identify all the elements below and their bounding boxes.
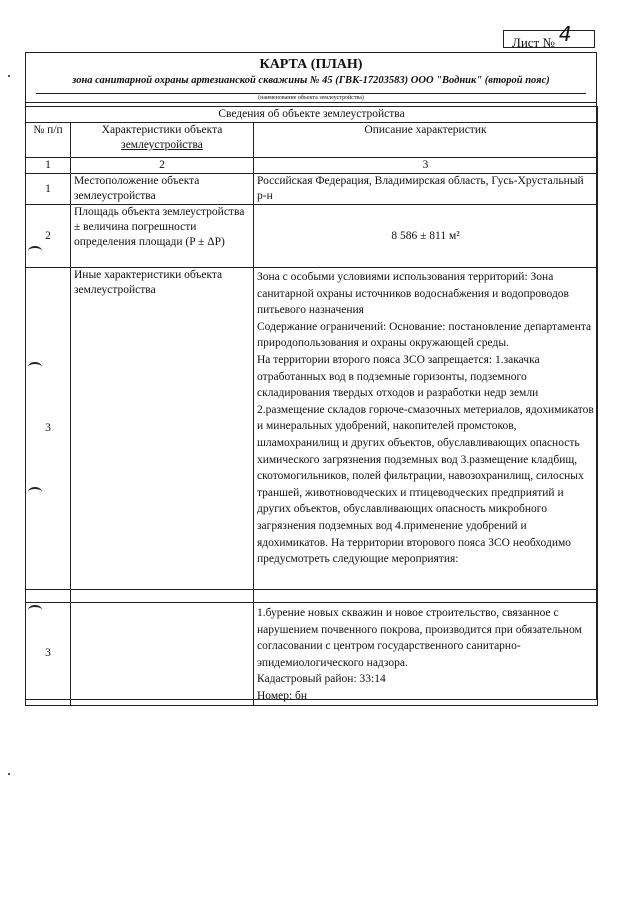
column-index-row bbox=[26, 158, 598, 174]
row-number: 1 bbox=[26, 174, 71, 205]
column-header-num: № п/п bbox=[26, 123, 71, 158]
document-frame bbox=[25, 52, 597, 700]
scan-speck bbox=[8, 773, 10, 775]
row-description bbox=[254, 268, 598, 590]
sheet-label: Лист № bbox=[512, 35, 555, 50]
section-title: Сведения об объекте землеустройства bbox=[26, 107, 598, 123]
binding-hole-mark bbox=[28, 362, 42, 372]
row-characteristic bbox=[71, 603, 254, 706]
scan-speck bbox=[8, 75, 10, 77]
sheet-number-box bbox=[503, 22, 595, 50]
header-divider bbox=[26, 102, 596, 103]
column-header-characteristic bbox=[71, 123, 254, 158]
column-header-characteristic-line2: землеустройства bbox=[121, 139, 203, 151]
description-paragraph: Кадастровый район: 33:14 bbox=[257, 673, 386, 686]
column-index: 2 bbox=[71, 158, 254, 174]
binding-hole-mark bbox=[28, 246, 42, 256]
subtitle-underline bbox=[36, 93, 586, 94]
page-subtitle: зона санитарной охраны артезианской скважины № 45 (ГВК-17203583) ООО "Водник" (второй пояс) bbox=[72, 75, 550, 86]
description-paragraph: Зона с особыми условиями использования территорий: Зона санитарной охраны источников водоснабжения и водопроводов питьевого назначения bbox=[257, 271, 569, 317]
column-header-description: Описание характеристик bbox=[254, 123, 598, 158]
column-header-row bbox=[26, 123, 598, 158]
binding-hole-mark bbox=[28, 487, 42, 497]
column-index: 1 bbox=[26, 158, 71, 174]
row-gap bbox=[26, 590, 598, 603]
row-number: 2 bbox=[26, 205, 71, 268]
table-row bbox=[26, 174, 598, 205]
section-header-row bbox=[26, 107, 598, 123]
page-title: КАРТА (ПЛАН) bbox=[259, 57, 363, 72]
row-description: 8 586 ± 811 м² bbox=[254, 205, 598, 268]
row-characteristic: Местоположение объекта землеустройства bbox=[71, 174, 254, 205]
sheet-number: 4 bbox=[558, 22, 572, 46]
row-number: 3 bbox=[26, 603, 71, 706]
table-row bbox=[26, 603, 598, 706]
gap-cell bbox=[71, 590, 254, 603]
description-paragraph: Номер: бн bbox=[257, 689, 308, 702]
description-paragraph: На территории второго пояса ЗСО запрещается: 1.закачка отработанных вод в подземные горизонты, подземного складирования твердых отходов и разработки недр земли 2.размещение складов горюче-смазочных метериалов, ядохимикатов и минеральных удобрений, накопителей промстоков, шламохранилищ и других объектов, обуславливающих опасность химического загрязнения подземных вод 3.размещение кладбищ, скотомогильников, полей фильтрации, навозохранилищ, силосных траншей, животноводческих и птицеводческих предприятий и других объектов, обуславливающих опасность микробного загрязнения подземных вод 4.применение удобрений и ядохимикатов. На территории вторового пояса ЗСО необходимо предусмотреть следующие мероприятия: bbox=[257, 353, 594, 566]
row-description: Российская Федерация, Владимирская область, Гусь-Хрустальный р-н bbox=[254, 174, 598, 205]
row-description bbox=[254, 603, 598, 706]
row-number: 3 bbox=[26, 268, 71, 590]
description-paragraph: Содержание ограничений: Основание: постановление департамента природопользования и охраны окружающей среды. bbox=[257, 320, 592, 350]
table-row bbox=[26, 205, 598, 268]
document-header bbox=[26, 53, 596, 88]
binding-hole-mark bbox=[28, 605, 42, 615]
description-paragraph: 1.бурение новых скважин и новое строительство, связанное с нарушением почвенного покрова, производится при обязательном согласовании с центром государственного санитарно-эпидемиологического надзора. bbox=[257, 607, 582, 669]
column-index: 3 bbox=[254, 158, 598, 174]
gap-cell bbox=[26, 590, 71, 603]
row-characteristic: Площадь объекта землеустройства ± величина погрешности определения площади (P ± ΔP) bbox=[71, 205, 254, 268]
column-header-characteristic-line1: Характеристики объекта bbox=[101, 124, 223, 136]
row-characteristic: Иные характеристики объекта землеустройства bbox=[71, 268, 254, 590]
object-info-table bbox=[25, 106, 598, 706]
object-caption: (наименование объекта землеустройства) bbox=[258, 95, 364, 101]
gap-cell bbox=[254, 590, 598, 603]
table-row bbox=[26, 268, 598, 590]
